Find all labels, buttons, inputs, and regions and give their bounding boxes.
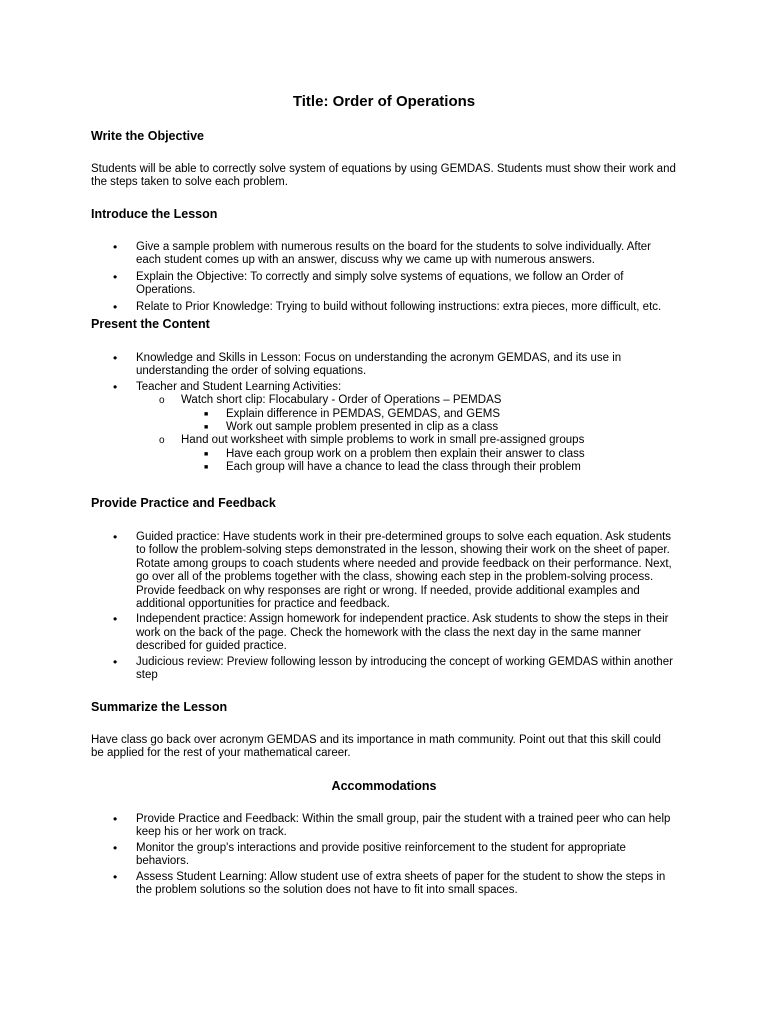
list-item: • Judicious review: Preview following lesson by introducing the concept of working GEMDAS within another step [0,656,676,683]
list-item [0,381,676,475]
clip-subitems [181,408,676,435]
list-item: • Give a sample problem with numerous results on the board for the students to solve individually. After each student comes up with an answer, discuss why we came up with numerous answers. [0,241,676,268]
summarize-heading: Summarize the Lesson [91,700,228,714]
list-item: • Guided practice: Have students work in their pre-determined groups to solve each equation. Ask students to follow the problem-solving steps demonstrated in the lesson, showing their work on the sheet of paper. Rotate among groups to coach students where needed and provide feedback on their performance. Next, go over all of the problems together with the class, showing each step in the problem-solving process. Provide feedback on why responses are right or wrong. If needed, provide additional examples and additional opportunities for practice and feedback. [0,531,676,611]
accommodations-heading: Accommodations [331,779,437,793]
list-item: ■ Each group will have a chance to lead the class through their problem [181,461,676,474]
clip-item: Watch short clip: Flocabulary - Order of Operations – PEMDAS [181,394,502,407]
list-item [136,394,676,434]
practice-list [0,531,768,683]
list-item [136,434,676,474]
present-list [0,352,768,476]
introduce-list [0,241,768,315]
present-item-1: Knowledge and Skills in Lesson: Focus on understanding the acronym GEMDAS, and its use in understanding the order of solving equations. [136,352,622,378]
list-item: • Explain the Objective: To correctly and simply solve systems of equations, we follow an Order of Operations. [0,271,676,298]
list-item: • Provide Practice and Feedback: Within the small group, pair the student with a trained peer who can help keep his or her work on track. [0,813,676,840]
list-item: ■ Explain difference in PEMDAS, GEMDAS, and GEMS [181,408,676,421]
list-item: ■ Work out sample problem presented in clip as a class [181,421,676,434]
list-item: • Independent practice: Assign homework for independent practice. Ask students to show the steps in their work on the back of the page. Check the homework with the class the next day in the same manner described for guided practice. [0,613,676,653]
summarize-text: Have class go back over acronym GEMDAS and its importance in math community. Point out that this skill could be applied for the rest of your mathematical career. [91,734,661,760]
objective-text: Students will be able to correctly solve system of equations by using GEMDAS. Students must show their work and the steps taken to solve each problem. [91,163,676,189]
list-item: ■ Have each group work on a problem then explain their answer to class [181,448,676,461]
list-item: • Relate to Prior Knowledge: Trying to build without following instructions: extra pieces, more difficult, etc. [0,301,676,314]
worksheet-item: Hand out worksheet with simple problems to work in small pre-assigned groups [181,434,585,447]
accommodations-list [0,813,768,898]
practice-heading: Provide Practice and Feedback [91,496,276,510]
worksheet-subitems [181,448,676,475]
activities-list [136,394,676,474]
present-heading: Present the Content [91,317,210,331]
list-item: • Assess Student Learning: Allow student use of extra sheets of paper for the student to show the steps in the problem solutions so the solution does not have to fit into small spaces. [0,871,676,898]
list-item: • Monitor the group's interactions and provide positive reinforcement to the student for appropriate behaviors. [0,842,676,869]
page-title: Title: Order of Operations [292,93,476,110]
list-item [0,352,676,379]
objective-heading: Write the Objective [91,129,204,143]
present-item-2: Teacher and Student Learning Activities: [136,380,342,393]
introduce-heading: Introduce the Lesson [91,207,218,221]
